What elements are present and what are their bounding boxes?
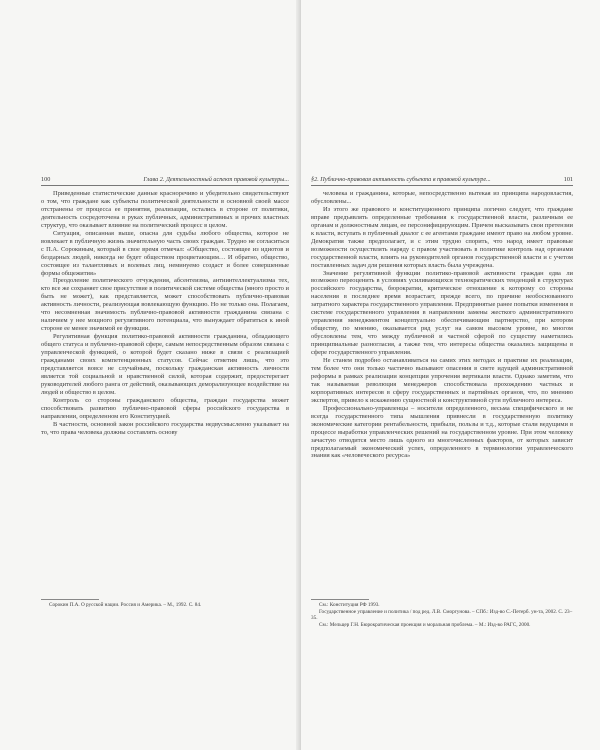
right-page <box>301 0 600 750</box>
paragraph: Значение регулятивной функции политико-правовой активности граждан едва ли возможно переоценить в условиях усиливающихся технократических тенденций в структурах российского государства, бюрократии, критическое отношение к которому со стороны населения в последнее время возрастает, прежде всего, по причине необоснованного затратного характера государственного управления. Предпринятые ранее попытки изменения в системе государственного управления в направлении замены жесткого административного управления менеджментом концептуально обеспечивающим партнерство, при котором обществу, по мнению, оказывается ряд услуг на самом высоком уровне, во многом обусловлены тем, что между публичной и частной сферой по существу наметились принципиальные разногласия, а также тем, что интересы общества оказались защищены в сфере государственного управления. <box>311 269 573 357</box>
page-number: 101 <box>563 176 573 183</box>
footnote: Государственное управление и политика / под ред. Л.В. Сморгунова. – СПб.: Изд-во С.-Петерб. ун-та, 2002. С. 23–35. <box>311 608 573 622</box>
running-title: §2. Публично-правовая активность субъекта в правовой культуре... <box>311 176 491 183</box>
paragraph: Ситуация, описанная выше, опасна для судьбы любого общества, которое не вовлекает в публичную жизнь значительную часть своих граждан. Трудно не согласиться с П.А. Сорокиным, который в свое время отмечал: «Общество, состоящее из идиотов и бездарных людей, никогда не будет обществом процветающим… И обратно, общество, состоящее из талантливых и волевых лиц, неминуемо создаст и более совершенные формы общежития» <box>41 229 289 277</box>
right-body-text <box>311 190 573 460</box>
paragraph: Профессионально-управленцы – носители определенного, весьма специфического и не всегда государственного типа мышления привнесли в государственную политику экономические категории рентабельности, прибыли, пользы и т.д., которые стали ведущими в процессе выработки управленческих решений на государственном уровне. При этом человеку зачастую отводится место лишь одного из многочисленных факторов, от которых зависит предполагаемый экономический успех, определенного в терминологии управленческого знания как «человеческого ресурса» <box>311 404 573 460</box>
left-footnotes <box>41 596 289 609</box>
footnote-rule <box>41 599 99 600</box>
left-running-head <box>41 172 289 186</box>
left-body-text <box>41 190 289 437</box>
paragraph: В частности, основной закон российского государства недвусмысленно указывает на то, что права человека должны составлять основу <box>41 420 289 436</box>
paragraph: Контроль со стороны гражданского общества, граждан государства может способствовать развитию публично-правовой сферы российского государства в направлении, определенном его Конституцией. <box>41 396 289 420</box>
footnote-rule <box>311 599 369 600</box>
paragraph: Из этого же правового и конституционного принципа логично следует, что граждане вправе предъявлять определенные требования к государственной власти, различным ее органам и должностным лицам, ее персонифицирующим. Причем высказывать свои претензии к власти, вступать в публичный диалог с ее агентами граждане имеют право на любом уровне. Демократия также предполагает, и с этим трудно спорить, что народ имеет правовые возможности осуществлять наряду с правом участвовать в политике контроль над органами государственной власти, влиять на руководителей органов государственной власти и с учетом поставленных задач для решения которых власть была учреждена. <box>311 205 573 269</box>
paragraph: Приведенные статистические данные красноречиво и убедительно свидетельствуют о том, что граждане как субъекты политической деятельности в основной своей массе отстранены от процесса ее принятия, реализации, остались в стороне от политики, деятельность сосредоточена в руках публичных, административных и прочих властных структур, что оказывает влияние на политический процесс в целом. <box>41 190 289 229</box>
left-page <box>0 0 299 750</box>
footnote: Сорокин П.А. О русской нации. Россия и Америка. – М., 1992. С. 84. <box>49 602 202 608</box>
running-title: Глава 2. Деятельностный аспект правовой культуры... <box>143 176 289 183</box>
right-running-head <box>311 172 573 186</box>
footnote: См.: Конституция РФ 1993. <box>319 602 380 608</box>
paragraph: человека и гражданина, которые, непосредственно вытекая из принципа народовластия, обусловлены... <box>311 190 573 205</box>
footnote: См.: Мельцер Г.Н. Бюрократическая проекция и моральная проблема. – М.: Изд-во РАГС, 2000. <box>319 621 531 628</box>
paragraph: Преодоление политического отчуждения, абсентеизма, антиинтеллектуализма тех, кто все же сохраняет свое присутствие в политической системе общества (много просто и быть не может), как представляется, может способствовать публично-правовая активность личности, реализующая вовлекающую функцию. Но не только она. Полагаем, что несомненная значимость публично-правовой активности гражданина связана с наличием у нее мощного регулятивного потенциала, что вынуждает обратиться к иной стороне ее менее значимой ее функции. <box>41 277 289 333</box>
paragraph: Регулятивная функция политико-правовой активности гражданина, обладающего общего статуса и публично-правовой сфере, самым непосредственным образом связана с управленческой функцией, о которой будет сказано ниже в связи с реализацией гражданами своих компетенционных статусов. Сейчас отметим лишь, что это представляется вовсе не случайным, поскольку гражданская активность личности является той социальной и нравственной силой, которая содержит, предостерегает руководителей любого ранга от действий, оказывающих деморализующее воздействие на людей и общество в целом. <box>41 333 289 396</box>
paragraph: Не станем подробно останавливаться на самих этих методах и практике их реализации, тем более что они только частично вызывают опасения в свете идущей административной реформы в рамках реализации концепции упрочения вертикали власти. Однако заметим, что так называемая революция менеджеров способствовала прохождению частных и корпоративных интересов в сферу государственных и партийных органов, что, по мнению экспертов, привело к искажению сущностной и конструктивной сути публичного интереса. <box>311 357 573 404</box>
page-number: 100 <box>41 176 51 183</box>
right-footnotes <box>311 596 573 628</box>
